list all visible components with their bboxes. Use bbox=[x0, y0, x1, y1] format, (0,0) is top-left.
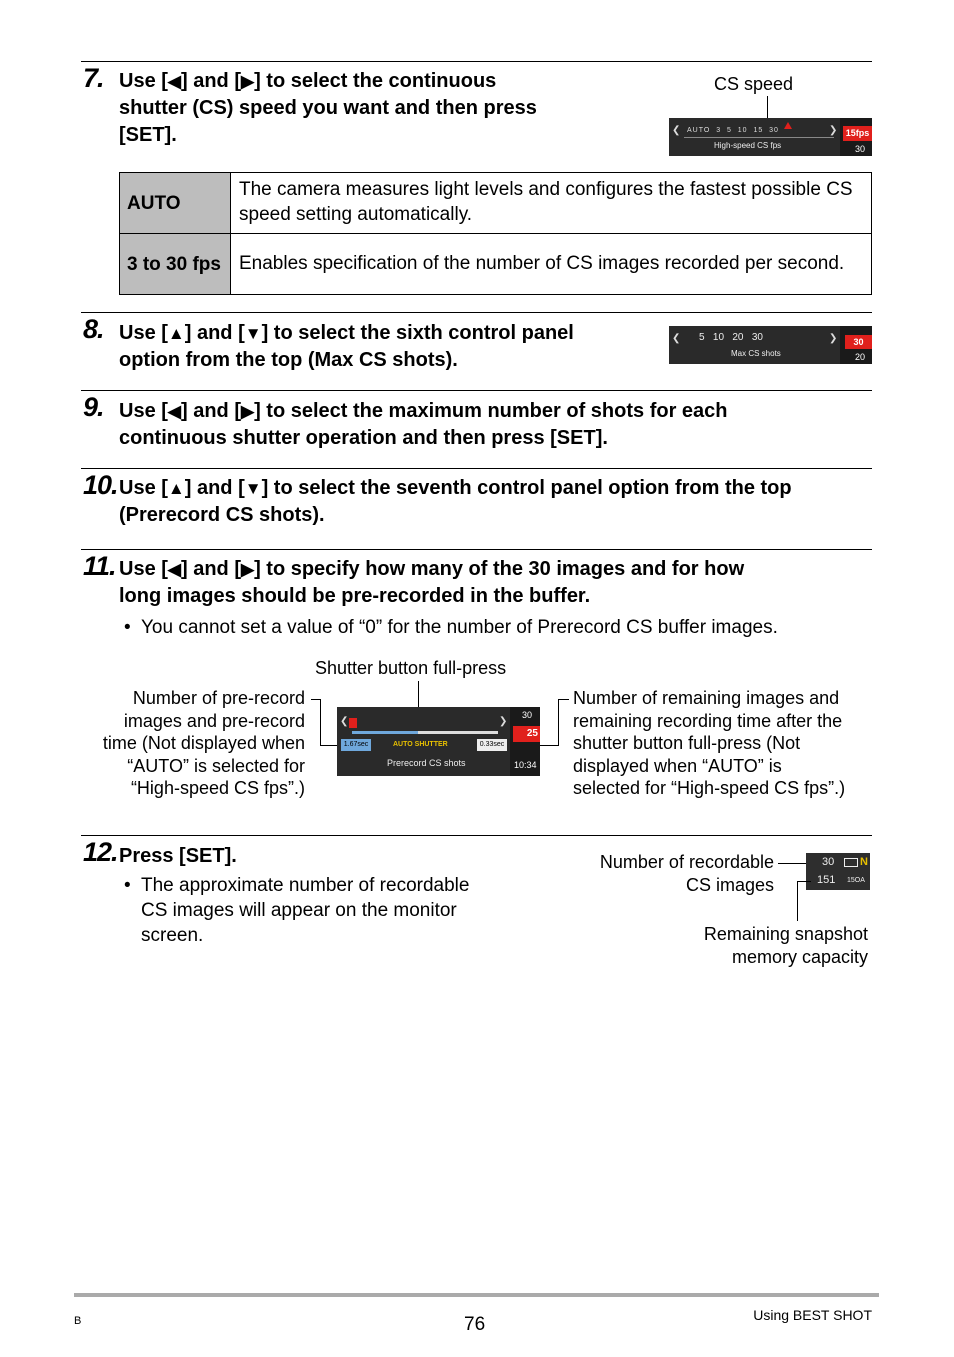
footer-bar bbox=[74, 1293, 879, 1297]
step-9-rule bbox=[81, 390, 872, 391]
remaining-label-line: Number of remaining images and bbox=[573, 688, 840, 708]
step-10-text-a: Use [ bbox=[119, 477, 168, 499]
step-10-rule bbox=[81, 468, 872, 469]
step-7-text bbox=[119, 68, 619, 149]
step-11-text bbox=[119, 556, 879, 610]
step-12-bullet-line: The approximate number of recordable bbox=[141, 875, 470, 896]
prerecord-count-label bbox=[80, 687, 305, 800]
snapshot-size: 15OA bbox=[847, 877, 865, 884]
chevron-left-icon: ❮ bbox=[672, 333, 681, 344]
prerecord-leader-v bbox=[320, 699, 321, 746]
option-value: Enables specification of the number of CS images recorded per second. bbox=[231, 234, 872, 295]
option-key: 3 to 30 fps bbox=[120, 234, 231, 295]
cs-speed-ticks: AUTO 3 5 10 15 30 bbox=[687, 127, 779, 134]
cs-speed-marker-icon bbox=[784, 122, 792, 129]
step-12-bullet-line: CS images will appear on the monitor bbox=[141, 900, 457, 921]
left-arrow-icon: ◀ bbox=[167, 560, 181, 579]
step-10-number: 10. bbox=[83, 470, 118, 500]
step-12-title: Press [SET]. bbox=[119, 845, 237, 867]
prerecord-label-line: “High-speed CS fps”.) bbox=[130, 778, 305, 798]
step-11-bullet-dot: • bbox=[124, 617, 131, 638]
step-8-number: 8. bbox=[83, 314, 104, 344]
step-9-number: 9. bbox=[83, 392, 104, 422]
step-12-bullet-line: screen. bbox=[141, 925, 204, 946]
step-11-number: 11. bbox=[83, 551, 116, 581]
remaining-images-label bbox=[573, 687, 873, 800]
remaining-label-line: shutter button full-press (Not bbox=[573, 733, 801, 753]
prerecord-bar-white bbox=[418, 731, 498, 734]
right-arrow-icon: ▶ bbox=[240, 72, 255, 91]
prerecord-label-line: Number of pre-record bbox=[132, 688, 305, 708]
prerecord-label-line: time (Not displayed when bbox=[102, 733, 305, 753]
step-7-text-line2: shutter (CS) speed you want and then press bbox=[119, 97, 537, 119]
prerecord-label-line: “AUTO” is selected for bbox=[127, 755, 305, 776]
snapshot-remaining: 151 bbox=[817, 874, 836, 886]
max-cs-screen bbox=[669, 326, 872, 364]
step-8-text-c: ] to select the sixth control panel bbox=[261, 322, 574, 344]
right-arrow-icon: ▶ bbox=[240, 560, 255, 579]
step-11-rule bbox=[81, 549, 872, 550]
table-row bbox=[120, 173, 872, 234]
recordable-images-label bbox=[560, 851, 774, 896]
step-10-text-b: ] and [ bbox=[184, 477, 245, 499]
step-10-text-c: ] to select the seventh control panel option from the top bbox=[261, 477, 792, 499]
step-12-number: 12. bbox=[83, 837, 118, 867]
table-row bbox=[120, 234, 872, 295]
step-11-text-a: Use [ bbox=[119, 558, 168, 580]
chevron-right-icon: ❯ bbox=[829, 125, 838, 136]
step-8-rule bbox=[81, 312, 872, 313]
max-cs-badge: 30 bbox=[845, 335, 872, 349]
prerecord-count: 30 bbox=[522, 710, 533, 720]
remaining-label-line: remaining recording time after the bbox=[573, 710, 843, 731]
step-7-text-c: ] to select the continuous bbox=[254, 70, 497, 92]
remaining-time-box: 0.33sec bbox=[477, 739, 507, 751]
prerecord-caption: Prerecord CS shots bbox=[387, 758, 466, 768]
snapshot-capacity-label bbox=[650, 923, 868, 968]
remaining-leader-v bbox=[558, 699, 559, 746]
step-7-text-line3: [SET]. bbox=[119, 124, 177, 146]
cs-speed-screen bbox=[669, 118, 872, 156]
remaining-label-line: displayed when “AUTO” is bbox=[573, 755, 782, 776]
max-cs-count: 20 bbox=[855, 352, 866, 362]
step-9-text-a: Use [ bbox=[119, 400, 168, 422]
cs-speed-caption: High-speed CS fps bbox=[714, 141, 782, 150]
cs-speed-count: 30 bbox=[855, 144, 866, 154]
option-key: AUTO bbox=[120, 173, 231, 234]
page-number: 76 bbox=[464, 1314, 486, 1335]
footer-section: Using BEST SHOT bbox=[753, 1307, 872, 1323]
up-arrow-icon: ▲ bbox=[167, 324, 185, 343]
snapshot-leader-v bbox=[797, 881, 798, 921]
options-table bbox=[119, 172, 872, 295]
recordable-count: 30 bbox=[822, 856, 835, 868]
recordable-label-line: Number of recordable bbox=[599, 852, 774, 872]
prerecord-marker-icon bbox=[349, 718, 357, 728]
up-arrow-icon: ▲ bbox=[167, 479, 185, 498]
cs-speed-label: CS speed bbox=[714, 74, 794, 94]
left-arrow-icon: ◀ bbox=[167, 72, 181, 91]
recordable-label-line: CS images bbox=[685, 874, 774, 895]
auto-shutter-label: AUTO SHUTTER bbox=[393, 741, 448, 748]
footer-left: B bbox=[74, 1315, 82, 1327]
left-arrow-icon: ◀ bbox=[167, 402, 181, 421]
option-value: The camera measures light levels and configures the fastest possible CS speed setting automatically. bbox=[231, 173, 872, 234]
cs-speed-leader bbox=[767, 96, 768, 120]
step-8-text-b: ] and [ bbox=[184, 322, 245, 344]
step-10-text bbox=[119, 475, 879, 529]
step-12-bullet-dot: • bbox=[124, 875, 131, 896]
image-size-icon bbox=[844, 858, 858, 867]
down-arrow-icon: ▼ bbox=[244, 324, 262, 343]
remaining-label-line: selected for “High-speed CS fps”.) bbox=[573, 778, 846, 798]
prerecord-time-box: 1.67sec bbox=[341, 739, 371, 751]
step-11-text-c: ] to specify how many of the 30 images and for how bbox=[254, 558, 745, 580]
step-8-text bbox=[119, 320, 649, 374]
step-7-number: 7. bbox=[83, 63, 104, 93]
down-arrow-icon: ▼ bbox=[244, 479, 262, 498]
step-9-text-line2: continuous shutter operation and then press [SET]. bbox=[119, 427, 608, 449]
step-12-bullet bbox=[141, 873, 521, 948]
step-11-bullet: You cannot set a value of “0” for the number of Prerecord CS buffer images. bbox=[141, 617, 778, 638]
step-7-rule bbox=[81, 61, 872, 62]
step-9-text bbox=[119, 398, 879, 452]
step-7-text-b: ] and [ bbox=[180, 70, 241, 92]
step-12-rule bbox=[81, 835, 872, 836]
prerecord-bar-blue bbox=[352, 731, 418, 734]
snapshot-label-line: memory capacity bbox=[731, 946, 868, 967]
recordable-screen bbox=[806, 853, 870, 890]
cs-speed-track bbox=[684, 137, 834, 138]
step-9-text-c: ] to select the maximum number of shots for each bbox=[254, 400, 728, 422]
cs-speed-badge: 15fps bbox=[843, 126, 872, 141]
step-11-text-b: ] and [ bbox=[180, 558, 241, 580]
max-cs-ticks: 5 10 20 30 bbox=[699, 332, 763, 343]
chevron-right-icon: ❯ bbox=[499, 716, 508, 727]
step-8-text-a: Use [ bbox=[119, 322, 168, 344]
step-7-text-a: Use [ bbox=[119, 70, 168, 92]
chevron-left-icon: ❮ bbox=[340, 716, 349, 727]
chevron-right-icon: ❯ bbox=[829, 333, 838, 344]
remaining-leader-h1 bbox=[558, 699, 569, 700]
step-9-text-b: ] and [ bbox=[180, 400, 241, 422]
step-11-text-line2: long images should be pre-recorded in the buffer. bbox=[119, 585, 591, 607]
prerecord-time: 10:34 bbox=[514, 760, 537, 770]
chevron-left-icon: ❮ bbox=[672, 125, 681, 136]
prerecord-screen bbox=[337, 707, 540, 776]
step-8-text-line2: option from the top (Max CS shots). bbox=[119, 349, 458, 371]
quality-icon: N bbox=[860, 856, 868, 868]
prerecord-badge: 25 bbox=[513, 726, 540, 742]
shutter-full-press-label: Shutter button full-press bbox=[315, 658, 507, 678]
right-arrow-icon: ▶ bbox=[240, 402, 255, 421]
snapshot-leader-h bbox=[797, 881, 811, 882]
max-cs-caption: Max CS shots bbox=[731, 349, 781, 358]
snapshot-label-line: Remaining snapshot bbox=[703, 924, 868, 944]
prerecord-label-line: images and pre-record bbox=[123, 710, 305, 731]
step-10-text-line2: (Prerecord CS shots). bbox=[119, 504, 325, 526]
